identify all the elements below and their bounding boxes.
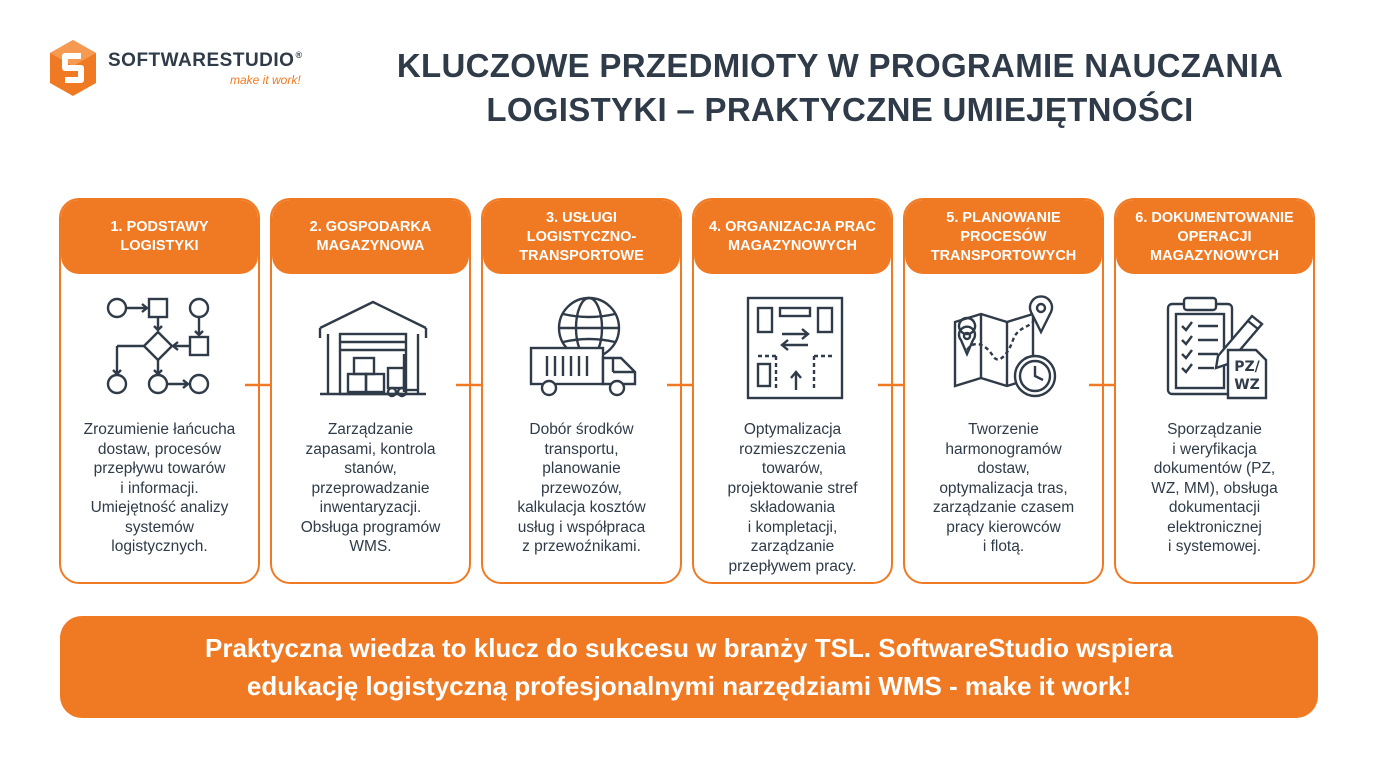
warehouse-icon [314,294,432,402]
subject-card-2 [270,198,471,584]
summary-banner [60,616,1318,718]
subject-card-description: Optymalizacja rozmieszczenia towarów, projektowanie stref składowania i kompletacji, zarządzanie przepływem pracy. [727,421,858,575]
subject-card-title: 6. DOKUMENTOWANIE OPERACJI MAGAZYNOWYCH [1116,200,1313,274]
subject-card-description: Zrozumienie łańcucha dostaw, procesów przepływu towarów i informacji. Umiejętność analizy systemów logistycznych. [83,421,236,555]
subject-card-1 [59,198,260,584]
page-title-line-1: KLUCZOWE PRZEDMIOTY W PROGRAMIE NAUCZANIA [396,47,1284,84]
logo [48,36,348,100]
flowchart-icon [103,294,221,402]
subject-card-title: 5. PLANOWANIE PROCESÓW TRANSPORTOWYCH [905,200,1102,274]
map-clock-icon [947,294,1065,402]
subject-card-description: Zarządzanie zapasami, kontrola stanów, przeprowadzanie inwentaryzacji. Obsługa programów WMS. [300,421,441,555]
logo-name: SOFTWARESTUDIO® [108,49,303,71]
subject-card-4 [692,198,893,584]
clipboard-document-icon [1158,294,1276,402]
subject-card-3 [481,198,682,584]
page-title-line-2: LOGISTYKI – PRAKTYCZNE UMIEJĘTNOŚCI [486,91,1194,128]
subject-card-description: Sporządzanie i weryfikacja dokumentów (PZ, WZ, MM), obsługa dokumentacji elektronicznej i systemowej. [1151,421,1278,555]
subject-card-6 [1114,198,1315,584]
page-title [370,44,1310,132]
subject-card-title: 3. USŁUGI LOGISTYCZNO-TRANSPORTOWE [483,200,680,274]
summary-banner-line-2: edukację logistyczną profesjonalnymi narzędziami WMS - make it work! [246,671,1132,701]
subject-card-5 [903,198,1104,584]
subject-card-description: Tworzenie harmonogramów dostaw, optymalizacja tras, zarządzanie czasem pracy kierowców i flotą. [932,421,1075,555]
subject-card-title: 2. GOSPODARKA MAGAZYNOWA [272,200,469,274]
summary-banner-line-1: Praktyczna wiedza to klucz do sukcesu w branży TSL. SoftwareStudio wspiera [204,633,1174,663]
document-label-2: WZ [1233,377,1260,393]
subject-card-title: 4. ORGANIZACJA PRAC MAGAZYNOWYCH [694,200,891,274]
globe-truck-icon [525,294,643,402]
subject-card-title: 1. PODSTAWY LOGISTYKI [61,200,258,274]
softwarestudio-logo-icon [48,38,98,98]
subject-card-description: Dobór środków transportu, planowanie przewozów, kalkulacja kosztów usług i współpraca z przewoźnikami. [517,421,646,555]
logo-tagline: make it work! [230,72,301,87]
floor-plan-icon [736,294,854,402]
document-label-1: PZ/ [1233,359,1260,375]
